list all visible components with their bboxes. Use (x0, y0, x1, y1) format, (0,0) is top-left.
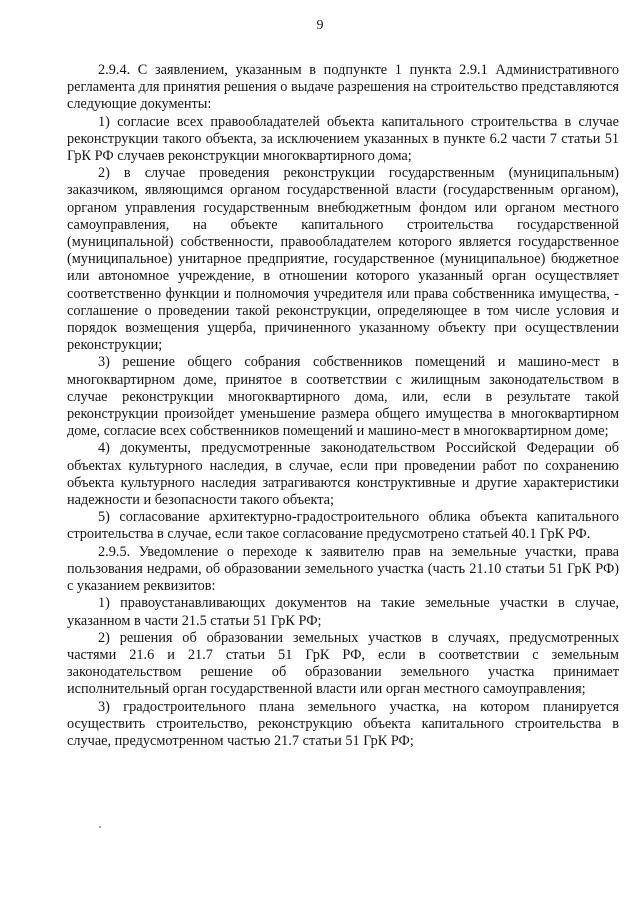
paragraph-2-9-4: 2.9.4. С заявлением, указанным в подпункте 1 пункта 2.9.1 Административного регламента для принятия решения о выдаче разрешения на строительство представляются следующие документы: (67, 62, 619, 113)
list-item-5-architectural-approval: 5) согласование архитектурно-градостроительного облика объекта капитального строительства в случае, если такое согласование предусмотрено статьей 40.1 ГрК РФ. (67, 509, 619, 543)
page-number: 9 (316, 18, 324, 33)
list-item-1-owners-consent: 1) согласие всех правообладателей объекта капитального строительства в случае реконструкции такого объекта, за исключением указанных в пункте 6.2 части 7 статьи 51 ГрК РФ случаев реконструкции многоквартирного дома; (67, 113, 619, 165)
list-item-4-cultural-heritage-documents: 4) документы, предусмотренные законодательством Российской Федерации об объектах культурного наследия, в случае, если при проведении работ по сохранению объекта культурного наследия затрагиваются конструктивные и другие характеристики надежности и безопасности такого объекта; (67, 440, 619, 509)
document-body (67, 62, 619, 750)
scan-speck (99, 826, 101, 828)
list-item-2-reconstruction-agreement: 2) в случае проведения реконструкции государственным (муниципальным) заказчиком, являющимся органом государственной власти (государственным органом), органом управления государственным внебюджетным фондом или органом местного самоуправления, на объекте капитального строительства государственной (муниципальной) собственности, правообладателем которого является государственное (муниципальное) унитарное предприятие, государственное (муниципальное) бюджетное или автономное учреждение, в отношении которого указанный орган осуществляет соответственно функции и полномочия учредителя или права собственника имущества, - соглашение о проведении такой реконструкции, определяющее в том числе условия и порядок возмещения ущерба, причиненного указанному объекту при осуществлении реконструкции; (67, 165, 619, 354)
list-item-3-owners-meeting-decision: 3) решение общего собрания собственников помещений и машино-мест в многоквартирном доме, принятое в соответствии с жилищным законодательством в случае реконструкции многоквартирного дома, или, если в результате такой реконструкции произойдет уменьшение размера общего имущества в многоквартирном доме, согласие всех собственников помещений и машино-мест в многоквартирном доме; (67, 354, 619, 440)
list-item-1-title-documents: 1) правоустанавливающих документов на такие земельные участки в случае, указанном в части 21.5 статьи 51 ГрК РФ; (67, 595, 619, 629)
paragraph-2-9-5: 2.9.5. Уведомление о переходе к заявителю прав на земельные участки, права пользования недрами, об образовании земельного участка (часть 21.10 статьи 51 ГрК РФ) с указанием реквизитов: (67, 543, 619, 595)
list-item-2-land-formation-decisions: 2) решения об образовании земельных участков в случаях, предусмотренных частями 21.6 и 21.7 статьи 51 ГрК РФ, если в соответствии с земельным законодательством решение об образовании земельного участка принимает исполнительный орган государственной власти или орган местного самоуправления; (67, 629, 619, 698)
list-item-3-urban-planning-plan: 3) градостроительного плана земельного участка, на котором планируется осуществить строительство, реконструкцию объекта капитального строительства в случае, предусмотренном частью 21.7 статьи 51 ГрК РФ; (67, 698, 619, 749)
